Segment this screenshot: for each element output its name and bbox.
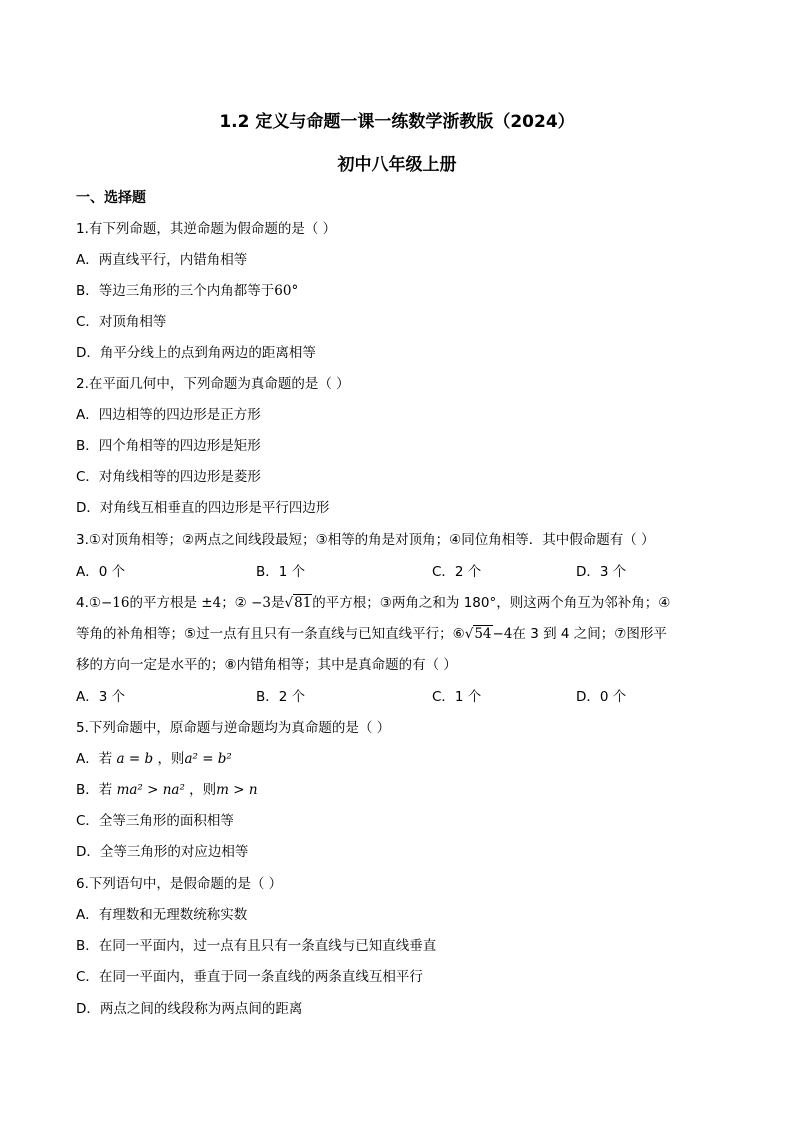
option-d: D．两点之间的线段称为两点间的距离: [76, 1001, 303, 1017]
option-b: B．若 ma² > na² ，则m > n: [76, 782, 258, 798]
document-subtitle: 初中八年级上册: [337, 155, 457, 175]
sqrt-radicand: 81: [294, 595, 312, 611]
question-stem: 6.下列语句中，是假命题的是（ ）: [76, 876, 283, 892]
option-d: D．3 个: [576, 564, 627, 580]
option-d: D．0 个: [576, 689, 627, 705]
option-a: A．3 个: [76, 689, 126, 705]
option-d: D．全等三角形的对应边相等: [76, 844, 249, 860]
math-expression: 60°: [274, 283, 299, 299]
question-stem: 1.有下列命题，其逆命题为假命题的是（ ）: [76, 221, 337, 237]
option-c: C．全等三角形的面积相等: [76, 813, 234, 829]
option-c: C．1 个: [432, 689, 482, 705]
option-b: B．等边三角形的三个内角都等于60°: [76, 283, 299, 299]
sqrt-radicand: 54: [474, 626, 492, 642]
option-a: A．若 a = b ，则a² = b²: [76, 751, 232, 767]
option-d: D．角平分线上的点到角两边的距离相等: [76, 345, 316, 361]
section-heading: 一、选择题: [76, 190, 146, 206]
question-stem: 5.下列命题中，原命题与逆命题均为真命题的是（ ）: [76, 720, 391, 736]
option-b: B．在同一平面内，过一点有且只有一条直线与已知直线垂直: [76, 938, 437, 954]
question-stem-line-2: 等角的补角相等；⑤过一点有且只有一条直线与已知直线平行；⑥√54−4在 3 到 4 之间；⑦图形平: [76, 626, 667, 642]
option-d: D．对角线互相垂直的四边形是平行四边形: [76, 500, 330, 516]
document-title: 1.2 定义与命题一课一练数学浙教版（2024）: [219, 112, 575, 132]
question-stem-line-3: 移的方向一定是水平的；⑧内错角相等；其中是真命题的有（ ）: [76, 657, 457, 673]
question-stem-line-1: 4.①−16的平方根是 ±4；② −3是√81的平方根；③两角之和为 180°，则这两个角互为邻补角；④: [76, 595, 671, 611]
option-a: A．0 个: [76, 564, 126, 580]
option-a: A．两直线平行，内错角相等: [76, 252, 248, 268]
option-c: C．对顶角相等: [76, 314, 167, 330]
option-a: A．四边相等的四边形是正方形: [76, 407, 261, 423]
option-c: C．在同一平面内，垂直于同一条直线的两条直线互相平行: [76, 969, 423, 985]
question-stem: 2.在平面几何中，下列命题为真命题的是（ ）: [76, 376, 350, 392]
option-a: A．有理数和无理数统称实数: [76, 907, 248, 923]
option-c: C．对角线相等的四边形是菱形: [76, 469, 261, 485]
option-b: B．2 个: [256, 689, 306, 705]
option-b: B．1 个: [256, 564, 306, 580]
option-b: B．四个角相等的四边形是矩形: [76, 438, 261, 454]
option-c: C．2 个: [432, 564, 482, 580]
question-stem: 3.①对顶角相等；②两点之间线段最短；③相等的角是对顶角；④同位角相等．其中假命题有（ ）: [76, 532, 655, 548]
